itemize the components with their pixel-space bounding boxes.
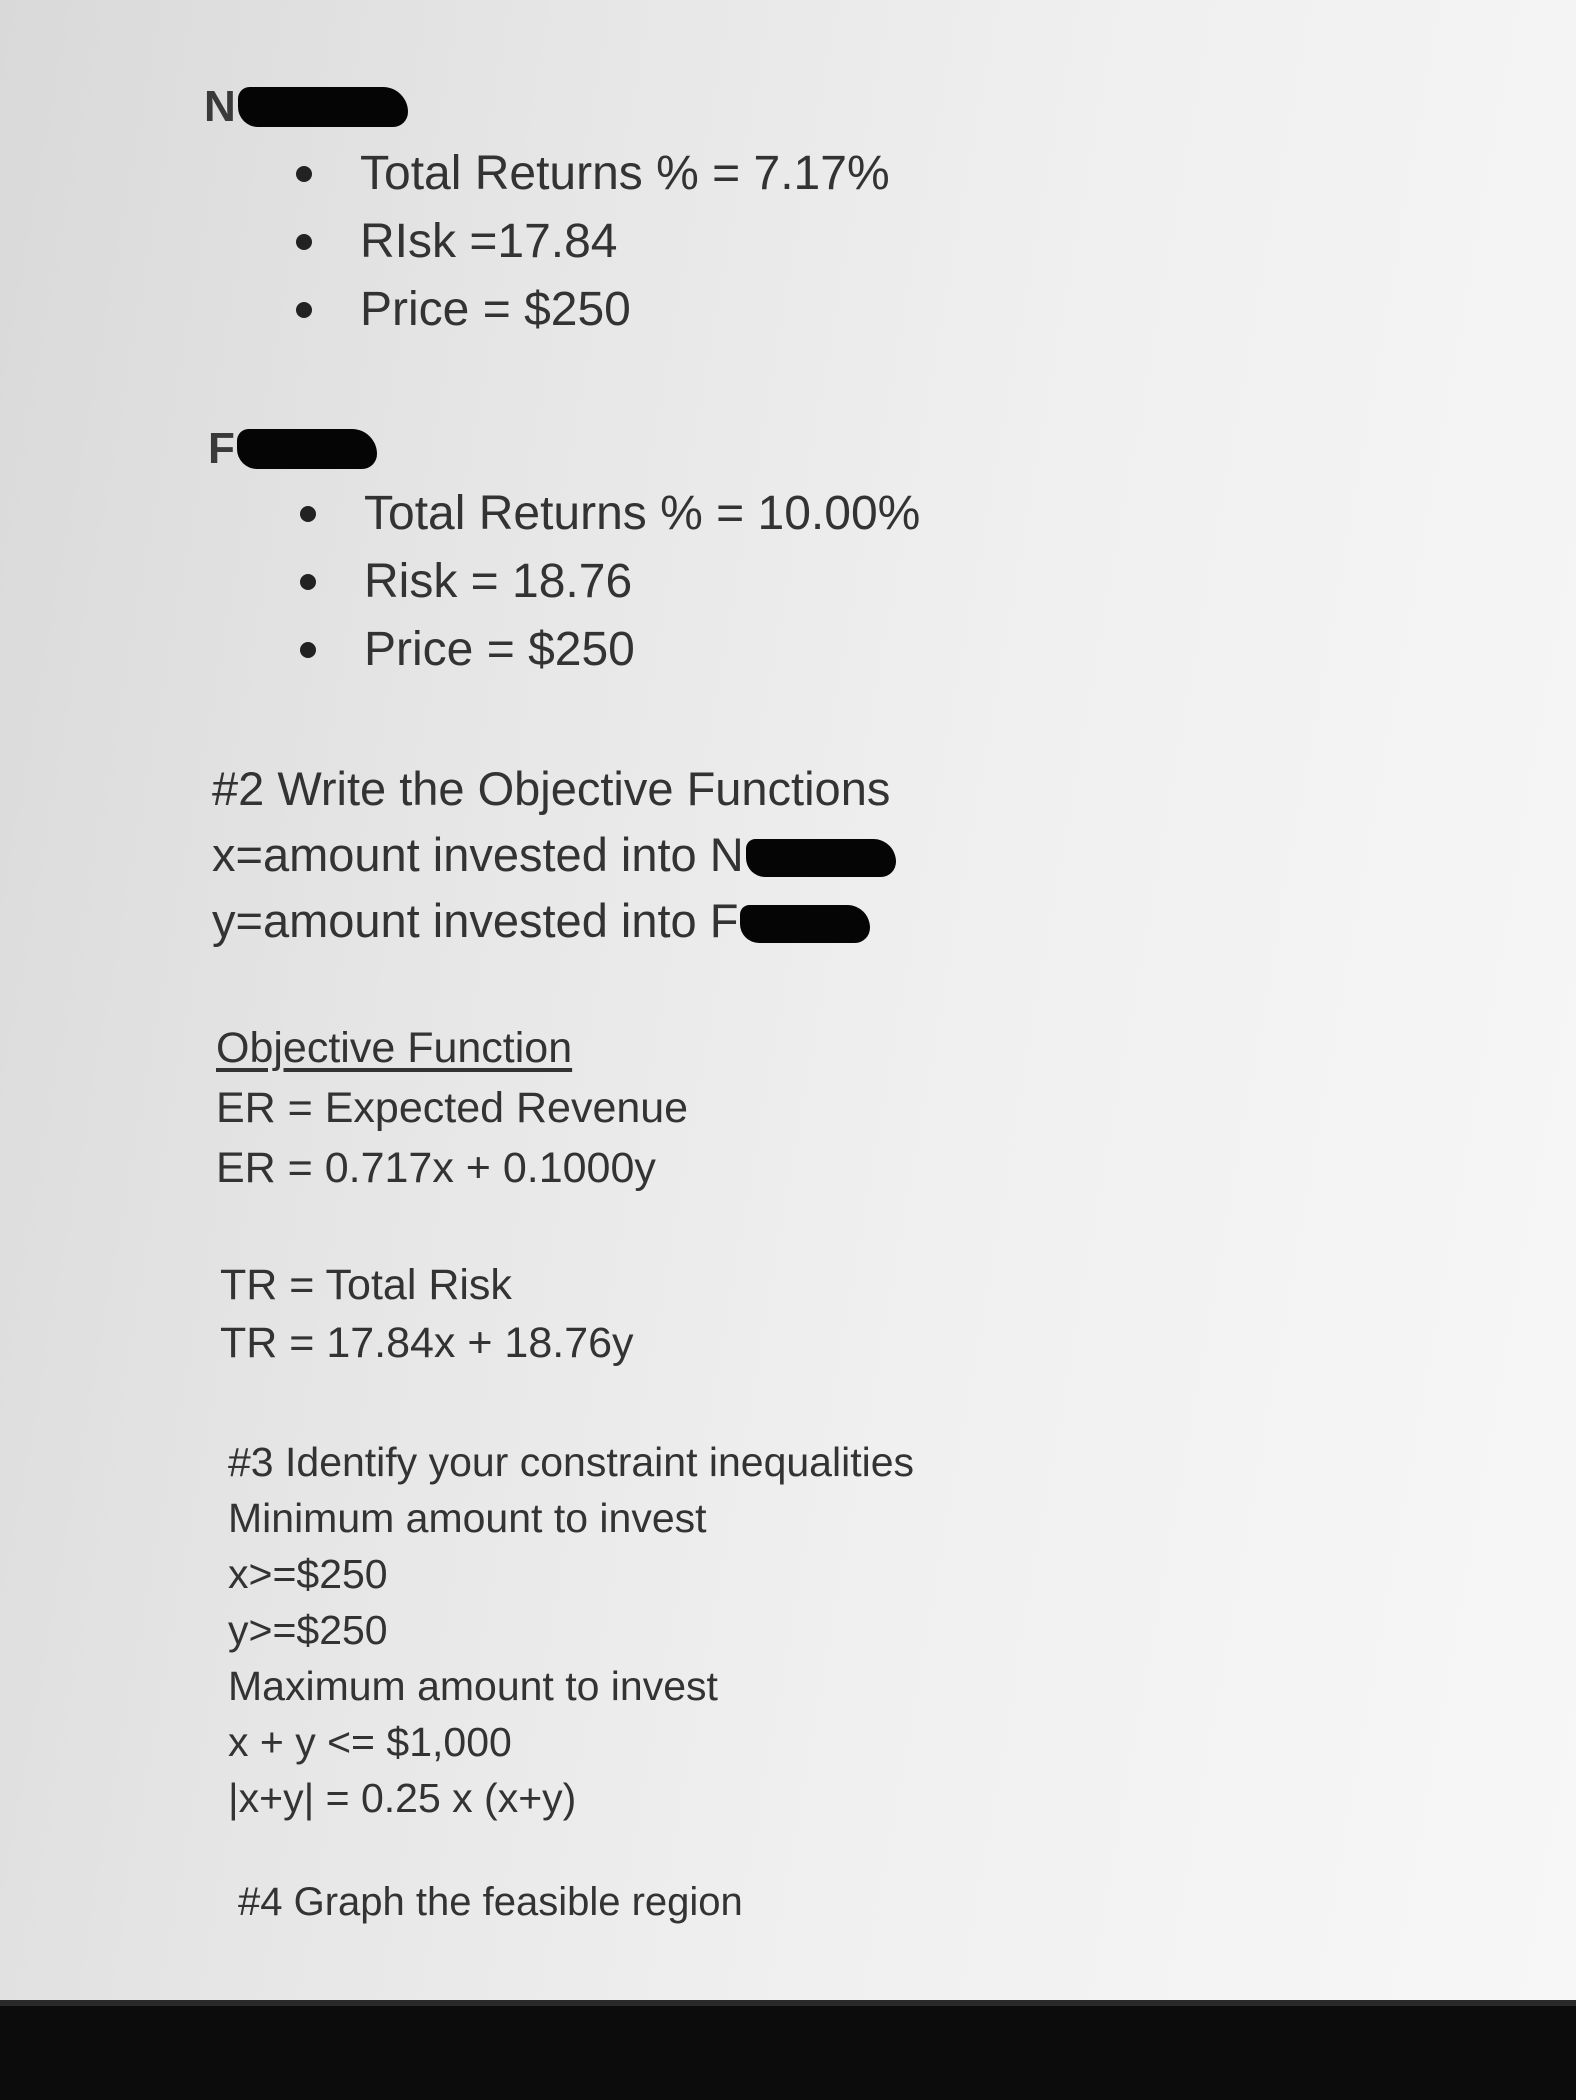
list-item: Total Returns % = 10.00% — [292, 480, 920, 548]
section-fz-heading: F — [208, 424, 377, 474]
constraint-sum: x + y <= $1,000 — [228, 1719, 512, 1765]
list-item: Risk = 18.76 — [292, 548, 920, 616]
x-definition: x=amount invested into N — [212, 822, 896, 888]
list-item: RIsk =17.84 — [288, 208, 890, 276]
redaction-mark — [746, 839, 896, 877]
step3-title: #3 Identify your constraint inequalities — [228, 1439, 915, 1485]
step2-block — [212, 756, 896, 954]
objective-label: Objective Function — [216, 1024, 573, 1072]
list-item: Price = $250 — [292, 616, 920, 684]
step4-block — [238, 1874, 743, 1930]
y-definition: y=amount invested into F — [212, 888, 896, 954]
redaction-mark — [740, 905, 870, 943]
tr-definition: TR = Total Risk — [220, 1261, 512, 1309]
er-equation: ER = 0.717x + 0.1000y — [216, 1144, 656, 1192]
step3-block — [228, 1434, 914, 1826]
list-item: Price = $250 — [288, 276, 890, 344]
min-label: Minimum amount to invest — [228, 1495, 707, 1541]
section-nf-heading: N — [204, 82, 408, 132]
er-definition: ER = Expected Revenue — [216, 1084, 689, 1132]
max-label: Maximum amount to invest — [228, 1663, 718, 1709]
constraint-x: x>=$250 — [228, 1551, 388, 1597]
constraint-y: y>=$250 — [228, 1607, 388, 1653]
constraint-ratio: |x+y| = 0.25 x (x+y) — [228, 1775, 577, 1821]
section-fz-list — [292, 480, 920, 684]
redaction-mark — [237, 429, 377, 469]
total-risk-block — [220, 1256, 634, 1372]
tr-equation: TR = 17.84x + 18.76y — [220, 1319, 634, 1367]
list-item: Total Returns % = 7.17% — [288, 140, 890, 208]
step4-title: #4 Graph the feasible region — [238, 1880, 743, 1924]
section-nf-list — [288, 140, 890, 344]
redaction-mark — [238, 87, 408, 127]
monitor-bezel — [0, 2006, 1576, 2100]
step2-title: #2 Write the Objective Functions — [212, 762, 891, 815]
objective-block — [216, 1018, 688, 1198]
